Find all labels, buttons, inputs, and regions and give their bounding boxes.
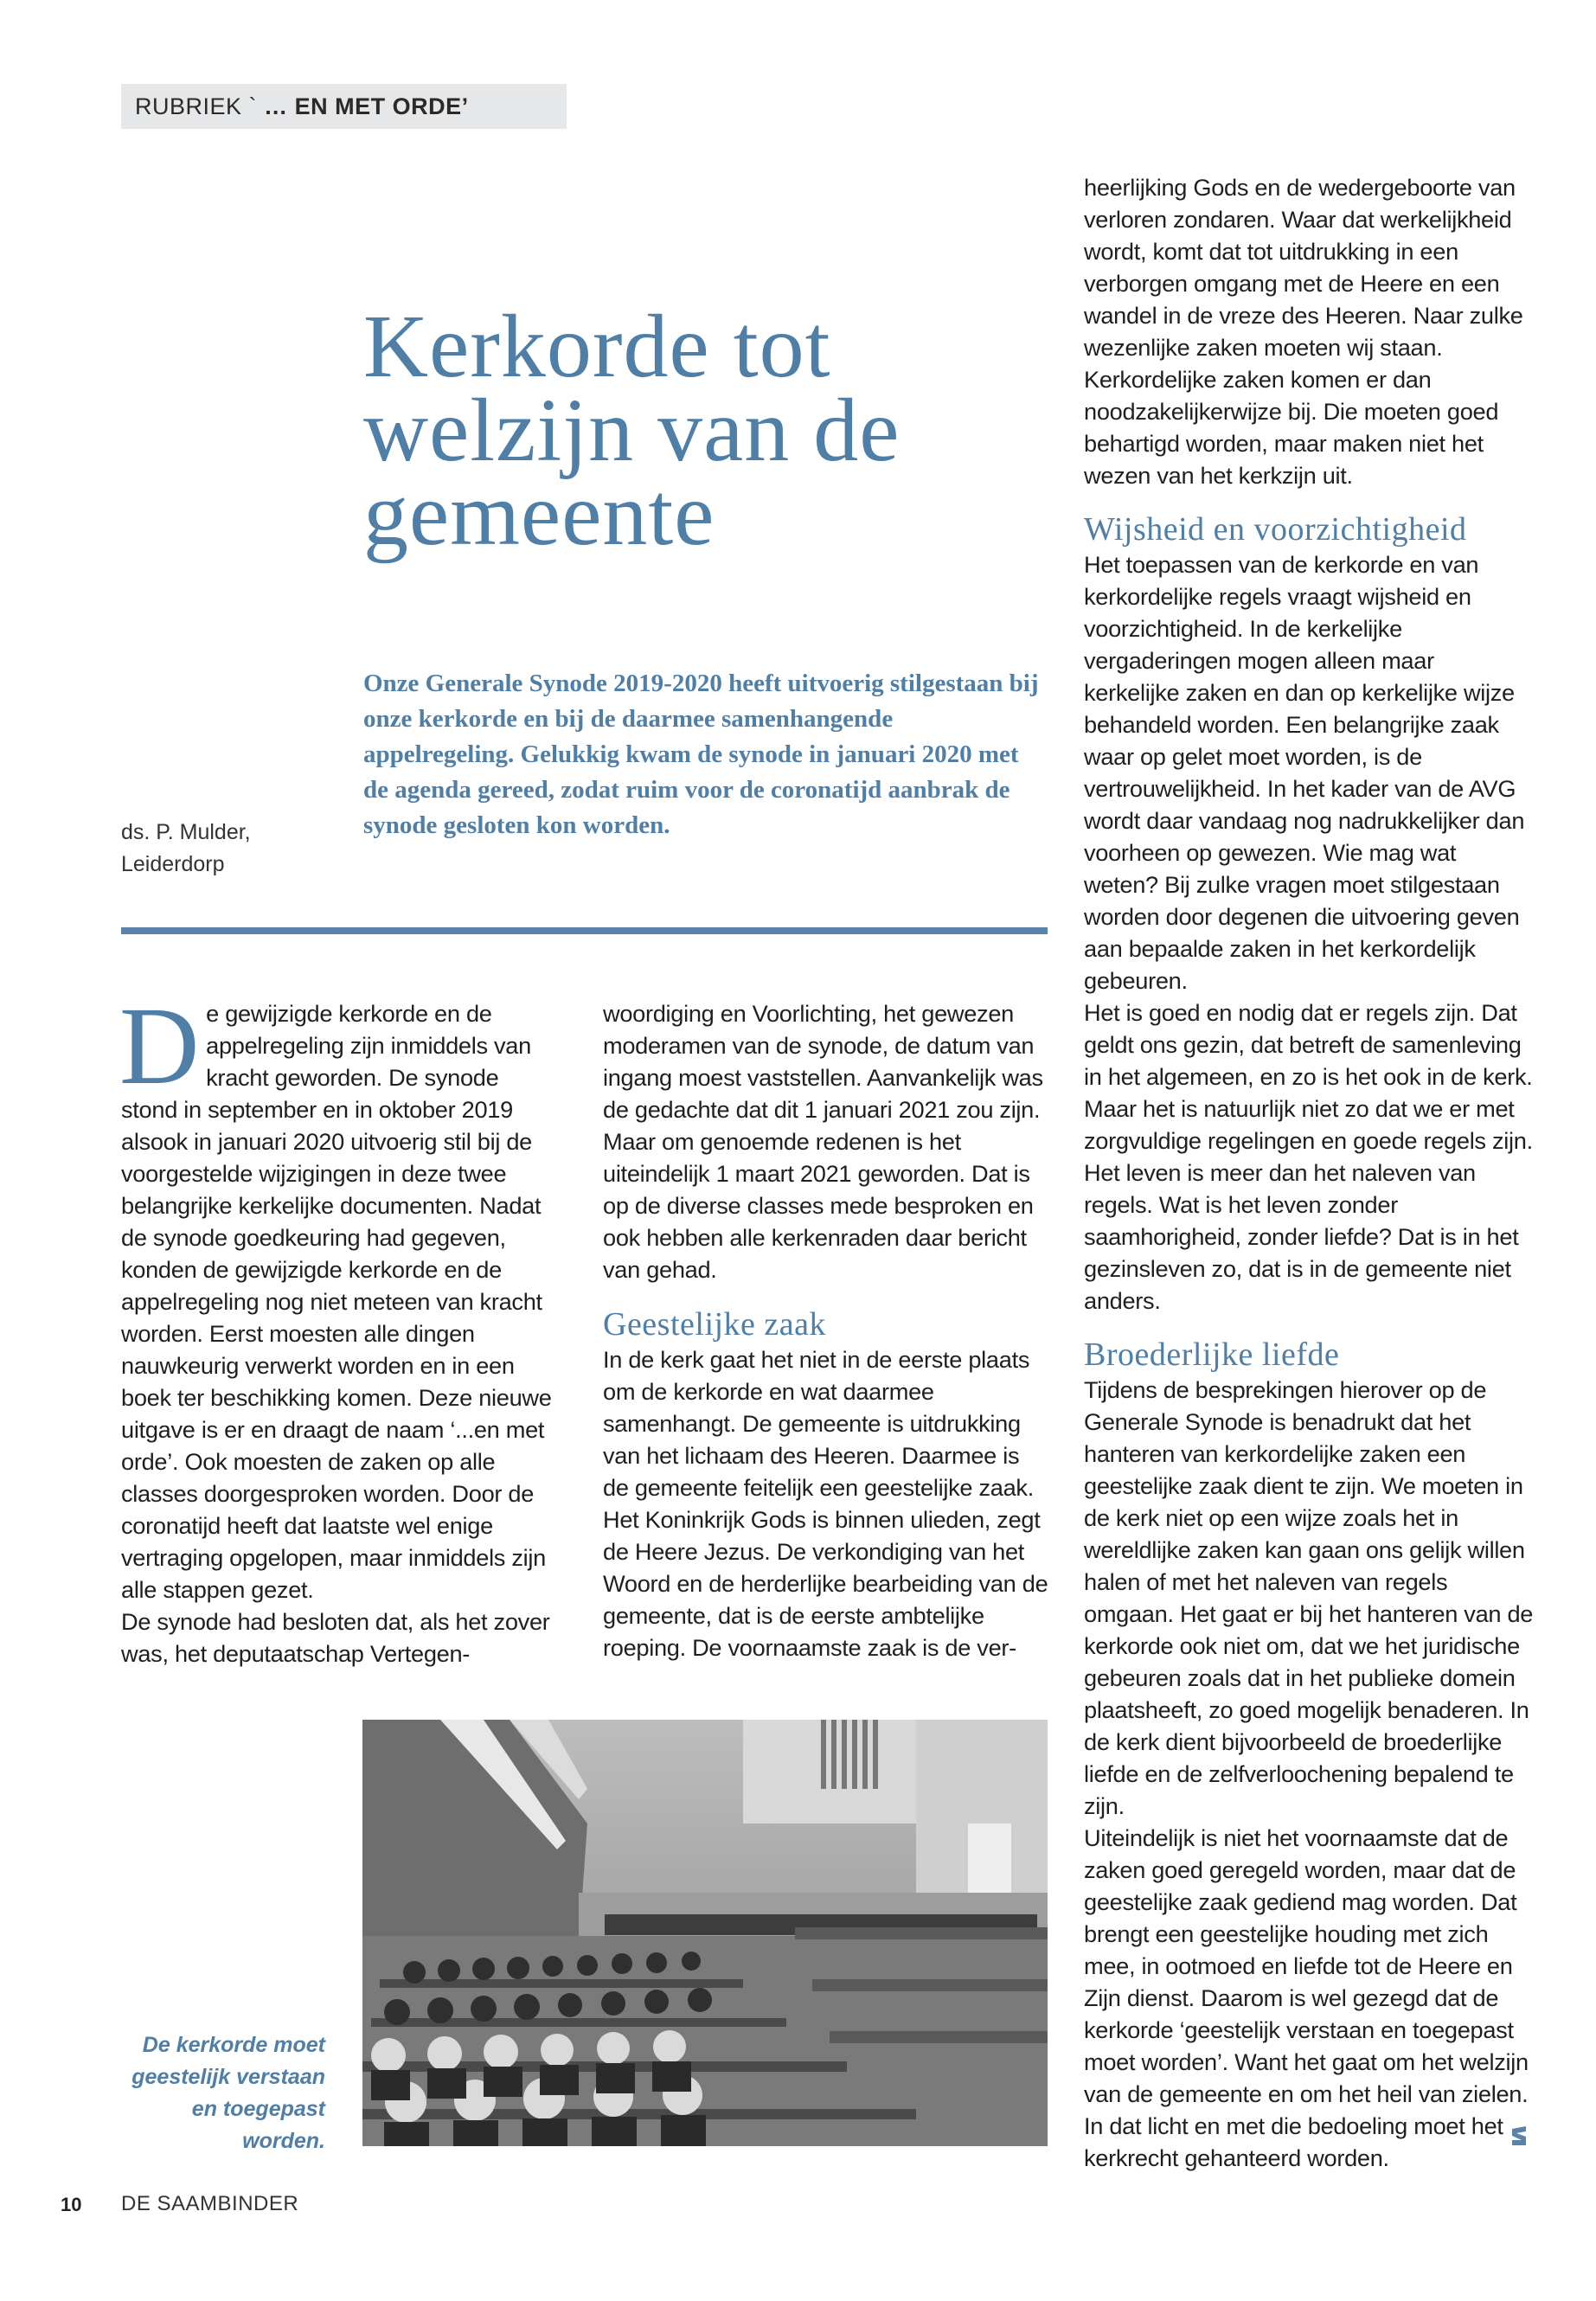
photo-caption: De kerkorde moet geestelijk verstaan en toegepast worden. [131,2033,325,2153]
paragraph: woordiging en Voorlichting, het gewezen moderamen van de synode, de datum van ingang moest vaststellen. Aanvankelijk was de gedachte dat dit 1 januari 2021 zou zijn. Maar om genoemde redenen is het uiteindelijk 1 maart 2021 geworden. Dat is op de diverse classes mede besproken en ook hebben alle kerkenraden daar bericht van gehad. [603,1000,1043,1283]
drop-cap: D [119,984,200,1107]
body-column-2 [603,997,1048,1663]
magazine-name: DE SAAMBINDER [121,2192,299,2215]
article-title: Kerkorde tot welzijn van de gemeente [363,297,901,564]
section-label-separator: ` [248,93,258,119]
subheading-wijsheid: Wijsheid en voorzichtigheid [1084,511,1467,548]
divider-rule [121,927,1048,934]
body-column-1 [119,984,560,1670]
paragraph: Uiteindelijk is niet het voornaamste dat de zaken goed geregeld worden, maar dat de geestelijke zaak gediend mag worden. Dat brengt een geestelijke houding met zich mee, in ootmoed en liefde tot de Heere en Zijn dienst. Daarom is wel gezegd dat de kerkorde ‘geestelijk verstaan en toegepast moet worden’. Want het gaat om het welzijn van de gemeente en om het heil van zielen. In dat licht en met die bedoeling moet het kerkrecht gehanteerd worden. [1084,1824,1529,2171]
paragraph: De synode had besloten dat, als het zover was, het deputaatschap Vertegen- [121,1608,550,1667]
subheading-broederlijke-liefde: Broederlijke liefde [1084,1336,1340,1373]
article-lead: Onze Generale Synode 2019-2020 heeft uitvoerig stilgestaan bij onze kerkorde en bij de daarmee samenhangende appelregeling. Gelukkig kwam de synode in januari 2020 met de agenda gereed, zodat ruim voor de coronatijd aanbrak de synode gesloten kon worden. [363,670,1039,839]
author-name: ds. P. Mulder, [121,820,251,844]
synod-meeting-photo [362,1720,1048,2146]
end-mark-icon [1509,2125,1531,2147]
paragraph: Tijdens de besprekingen hierover op de Generale Synode is benadrukt dat het hanteren van kerkordelijke zaken een geestelijke zaak dient te zijn. We moeten in de kerk niet op een wijze zoals het in wereldlijke zaken kan gaan ons gelijk willen halen of met het naleven van regels omgaan. Het gaat er bij het hanteren van de kerkorde ook niet om, dat we het juridische gebeuren zoals dat in het publieke domein plaatsheeft, zo goed mogelijk benaderen. In de kerk dient bijvoorbeeld de broederlijke liefde en de zelfverloochening bepalend te zijn. [1084,1376,1534,1819]
section-label-prefix: RUBRIEK [135,93,242,119]
paragraph: In de kerk gaat het niet in de eerste plaats om de kerkorde en wat daarmee samenhangt. De gemeente is uitdrukking van het lichaam des Heeren. Daarmee is de gemeente feitelijk een geestelijke zaak. Het Koninkrijk Gods is binnen ulieden, zegt de Heere Jezus. De verkondiging van het Woord en de herderlijke bearbeiding van de gemeente, dat is de eerste ambtelijke roeping. De voornaamste zaak is de ver- [603,1346,1048,1661]
page-number: 10 [61,2194,82,2215]
paragraph: Het is goed en nodig dat er regels zijn. Dat geldt ons gezin, dat betreft de samenleving in het algemeen, en zo is het ook in de kerk. Maar het is natuurlijk niet zo dat we er met zorgvuldige regelingen en goede regels zijn. Het leven is meer dan het naleven van regels. Wat is het leven zonder saamhorigheid, zonder liefde? Dat is in het gezinsleven zo, dat is in de gemeente niet anders. [1084,999,1533,1314]
paragraph: Het toepassen van de kerkorde en van kerkordelijke regels vraagt wijsheid en voorzichtigheid. In de kerkelijke vergaderingen mogen alleen maar kerkelijke zaken en dan op kerkelijke wijze behandeld worden. Een belangrijke zaak waar op gelet moet worden, is de vertrouwelijkheid. In het kader van de AVG wordt daar vandaag nog nadrukkelijker dan voorheen op gewezen. Wie mag wat weten? Bij zulke vragen moet stilgestaan worden door degenen die uitvoering geven aan bepaalde zaken in het kerkordelijk gebeuren. [1084,551,1525,994]
section-label-title: … EN MET ORDE’ [264,93,469,119]
body-column-3 [1084,171,1534,2174]
paragraph: heerlijking Gods en de wedergeboorte van verloren zondaren. Waar dat werkelijkheid wordt, komt dat tot uitdrukking in een verborgen omgang met de Heere en een wandel in de vreze des Heeren. Naar zulke wezenlijke zaken moeten wij staan. Kerkordelijke zaken komen er dan noodzakelijkerwijze bij. Die moeten goed behartigd worden, maar maken niet het wezen van het kerkzijn uit. [1084,174,1523,489]
author-place: Leiderdorp [121,852,225,876]
section-label [121,84,567,129]
author-byline [121,817,311,881]
paragraph: e gewijzigde kerkorde en de appelregeling zijn inmiddels van kracht geworden. De synode stond in september en in oktober 2019 alsook in januari 2020 uitvoerig stil bij de voorgestelde wijzigingen in deze twee belangrijke kerkelijke documenten. Nadat de synode goedkeuring had gegeven, konden de gewijzigde kerkorde en de appelregeling nog niet meteen van kracht worden. Eerst moesten alle dingen nauwkeurig verwerkt worden en in een boek ter beschikking komen. Deze nieuwe uitgave is er en draagt de naam ‘...en met orde’. Ook moesten de zaken op alle classes doorgesproken worden. Door de coronatijd heeft dat laatste wel enige vertraging opgelopen, maar inmiddels zijn alle stappen gezet. [121,1000,552,1603]
subheading-geestelijke-zaak: Geestelijke zaak [603,1306,827,1343]
